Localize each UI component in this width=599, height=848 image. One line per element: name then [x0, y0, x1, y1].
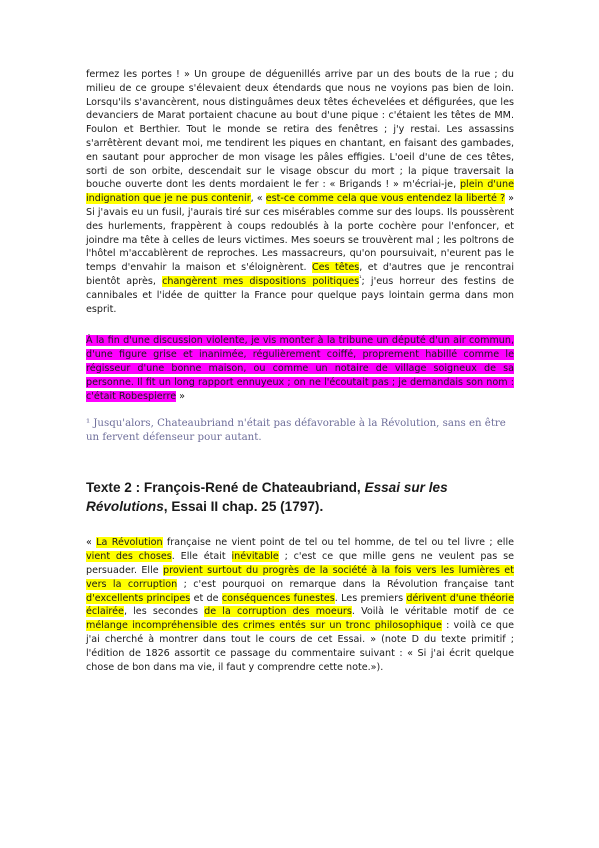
highlighted-text: conséquences funestes [221, 592, 335, 604]
text-run: , « [250, 193, 266, 205]
highlighted-text: mélange incompréhensible des crimes entés sur un tronc philosophique [86, 620, 442, 632]
texte2-paragraph [86, 536, 514, 674]
text-run: ; j'eus horreur des festins de cannibales et l'idée de quitter la France pour quelque pays lointain germa dans mon esprit. [86, 275, 514, 315]
highlighted-text: de la corruption des moeurs [204, 606, 352, 618]
document-page [86, 68, 514, 674]
text-run: . Voilà le véritable motif de ce [351, 606, 514, 618]
highlighted-text: À la fin d'une discussion violente, je vis monter à la tribune un député d'un air commun, d'une figure grise et inanimée, régulièrement coiffé, proprement habillé comme le régisseur d'une bonne maison, ou comme un notaire de village soigneux de sa personne. Il fit un long rapport ennuyeux ; on ne l'écoutait pas ; je demandais son nom : c'était Robespierre [86, 335, 514, 402]
footnote-marker: ¹ [359, 274, 362, 282]
heading-prefix: Texte 2 : François-René de Chateaubriand, [86, 480, 365, 496]
texte2-heading [86, 478, 514, 516]
highlighted-text: Ces têtes [311, 262, 360, 274]
highlighted-text: d'excellents principes [86, 592, 191, 604]
text-run: . Elle était [171, 551, 232, 563]
highlighted-text: La Révolution [96, 537, 163, 549]
text-run: , les secondes [123, 606, 205, 618]
text-run: , et d'autres que je rencontrai bientôt après, [86, 262, 514, 287]
text-run: « [86, 537, 97, 549]
text-run: fermez les portes ! » Un groupe de déguenillés arrive par un des bouts de la rue ; du milieu de ce groupe s'élevaient deux étendards que nous ne voyions pas bien de loin. Lorsqu'ils s'avancèrent, nous distinguâmes deux têtes échevelées et défigurées, que les devanciers de Marat portaient chacune au bout d'une pique : c'étaient les têtes de MM. Foulon et Berthier. Tout le monde se retira des fenêtres ; j'y restai. Les assassins s'arrêtèrent devant moi, me tendirent les piques en chantant, en faisant des gambades, en sautant pour approcher de mon visage les pâles effigies. L'oeil d'une de ces têtes, sorti de son orbite, descendait sur le visage obscur du mort ; la pique traversait la bouche ouverte dont les dents mordaient le fer : « Brigands ! » m'écriai-je, [86, 69, 514, 191]
text-run: ; c'est pourquoi on remarque dans la Révolution française tant [177, 578, 515, 590]
highlighted-text: changèrent mes dispositions politiques [162, 275, 360, 287]
highlighted-text: provient surtout du progrès de la société à la fois vers les lumières et vers la corruption [86, 564, 514, 590]
footnote: ¹ Jusqu'alors, Chateaubriand n'était pas défavorable à la Révolution, sans en être un fervent défenseur pour autant. [86, 418, 506, 444]
text-run: » [176, 390, 186, 402]
text-run: . Les premiers [334, 592, 407, 604]
text-run: ; c'est ce que mille gens ne veulent pas se persuader. Elle [86, 551, 515, 576]
heading-suffix: , Essai II chap. 25 (1797). [163, 499, 324, 515]
text-run: et de [190, 592, 222, 604]
text-run: : voilà ce que j'ai cherché à montrer dans tout le cours de cet Essai. » (note D du texte primitif ; l'édition de 1826 assortit ce passage du commentaire suivant : « Si j'ai écrit quelque chose de bon dans ma vie, il faut y comprendre cette note.»). [86, 620, 514, 673]
highlighted-text: dérivent d'une théorie éclairée [86, 592, 514, 618]
highlighted-text: vient des choses [86, 551, 172, 563]
highlighted-text: inévitable [231, 551, 279, 563]
highlighted-text: plein d'une indignation que je ne pus contenir [86, 179, 514, 205]
robespierre-quote [86, 334, 514, 403]
heading-book-title: Essai sur les Révolutions [86, 480, 448, 515]
text-run: française ne vient point de tel ou tel homme, de tel ou tel livre ; elle [162, 537, 515, 549]
highlighted-text: est-ce comme cela que vous entendez la liberté ? [265, 193, 506, 205]
text-run: » Si j'avais eu un fusil, j'aurais tiré sur ces misérables comme sur des loups. Ils poussèrent des hurlements, frappèrent à coups redoublés à la porte cochère pour l'enfoncer, et joindre ma tête à celles de leurs victimes. Mes soeurs se trouvèrent mal ; les poltrons de l'hôtel m'accablèrent de reproches. Les massacreurs, qu'on poursuivait, n'eurent pas le temps d'envahir la maison et s'éloignèrent. [86, 193, 515, 274]
texte1-paragraph [86, 68, 514, 316]
